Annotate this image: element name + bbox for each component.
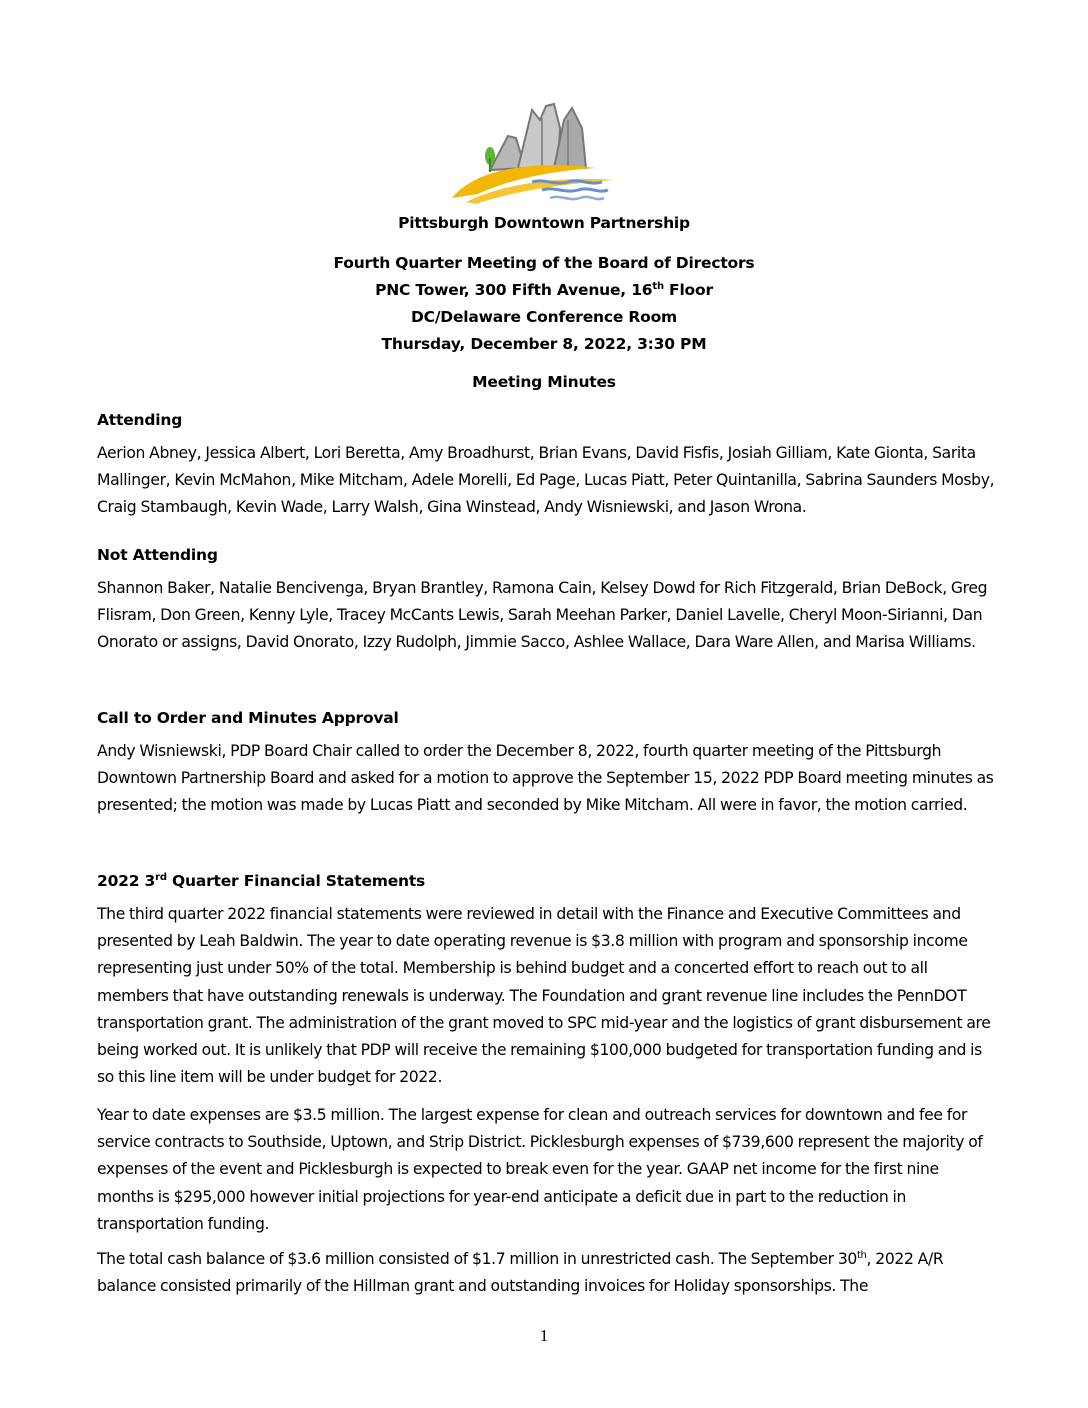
financials-paragraph-3: The total cash balance of $3.6 million consisted of $1.7 million in unrestricted cash. The September 30th, 2022 A/R balance consisted primarily of the Hillman grant and outstanding invoices for Holiday sponsorships. The [97,1249,944,1296]
pdp-logo [446,98,642,206]
meeting-datetime: Thursday, December 8, 2022, 3:30 PM [381,335,707,353]
financials-paragraph-1: The third quarter 2022 financial statements were reviewed in detail with the Finance and Executive Committees and presented by Leah Baldwin. The year to date operating revenue is $3.8 million with program and sponsorship income representing just under 50% of the total. Membership is behind budget and a concerted effort to reach out to all members that have outstanding renewals is underway. The Foundation and grant revenue line includes the PennDOT transportation grant. The administration of the grant moved to SPC mid-year and the logistics of grant disbursement are being worked out. It is unlikely that PDP will receive the remaining $100,000 budgeted for transportation funding and is so this line item will be under budget for 2022. [97,905,991,1087]
logo-building-tall [518,104,560,168]
call-to-order-heading: Call to Order and Minutes Approval [97,709,399,727]
meeting-location: PNC Tower, 300 Fifth Avenue, 16th Floor [375,280,713,299]
meeting-room: DC/Delaware Conference Room [411,308,677,326]
page-number: 1 [539,1326,549,1345]
not-attending-heading: Not Attending [97,546,218,564]
not-attending-list: Shannon Baker, Natalie Bencivenga, Bryan Brantley, Ramona Cain, Kelsey Dowd for Rich Fitzgerald, Brian DeBock, Greg Flisram, Don Green, Kenny Lyle, Tracey McCants Lewis, Sarah Meehan Parker, Daniel Lavelle, Cheryl Moon-Sirianni, Dan Onorato or assigns, David Onorato, Izzy Rudolph, Jimmie Sacco, Ashlee Wallace, Dara Ware Allen, and Marisa Williams. [97,579,988,652]
org-name: Pittsburgh Downtown Partnership [398,214,690,232]
call-to-order-text: Andy Wisniewski, PDP Board Chair called to order the December 8, 2022, fourth quarter meeting of the Pittsburgh Downtown Partnership Board and asked for a motion to approve the September 15, 2022 PDP Board meeting minutes as presented; the motion was made by Lucas Piatt and seconded by Mike Mitcham. All were in favor, the motion carried. [97,742,994,815]
meeting-title: Fourth Quarter Meeting of the Board of Directors [333,254,755,272]
attending-heading: Attending [97,411,183,429]
financials-paragraph-2: Year to date expenses are $3.5 million. The largest expense for clean and outreach services for downtown and fee for service contracts to Southside, Uptown, and Strip District. Picklesburgh expenses of $739,600 represent the majority of expenses of the event and Picklesburgh is expected to break even for the year. GAAP net income for the first nine months is $295,000 however initial projections for year-end anticipate a deficit due in part to the reduction in transportation funding. [97,1106,983,1233]
attending-list: Aerion Abney, Jessica Albert, Lori Beretta, Amy Broadhurst, Brian Evans, David Fisfis, Josiah Gilliam, Kate Gionta, Sarita Mallinger, Kevin McMahon, Mike Mitcham, Adele Morelli, Ed Page, Lucas Piatt, Peter Quintanilla, Sabrina Saunders Mosby, Craig Stambaugh, Kevin Wade, Larry Walsh, Gina Winstead, Andy Wisniewski, and Jason Wrona. [97,444,995,517]
doc-title: Meeting Minutes [472,373,616,391]
financials-heading: 2022 3rd Quarter Financial Statements [97,871,426,890]
